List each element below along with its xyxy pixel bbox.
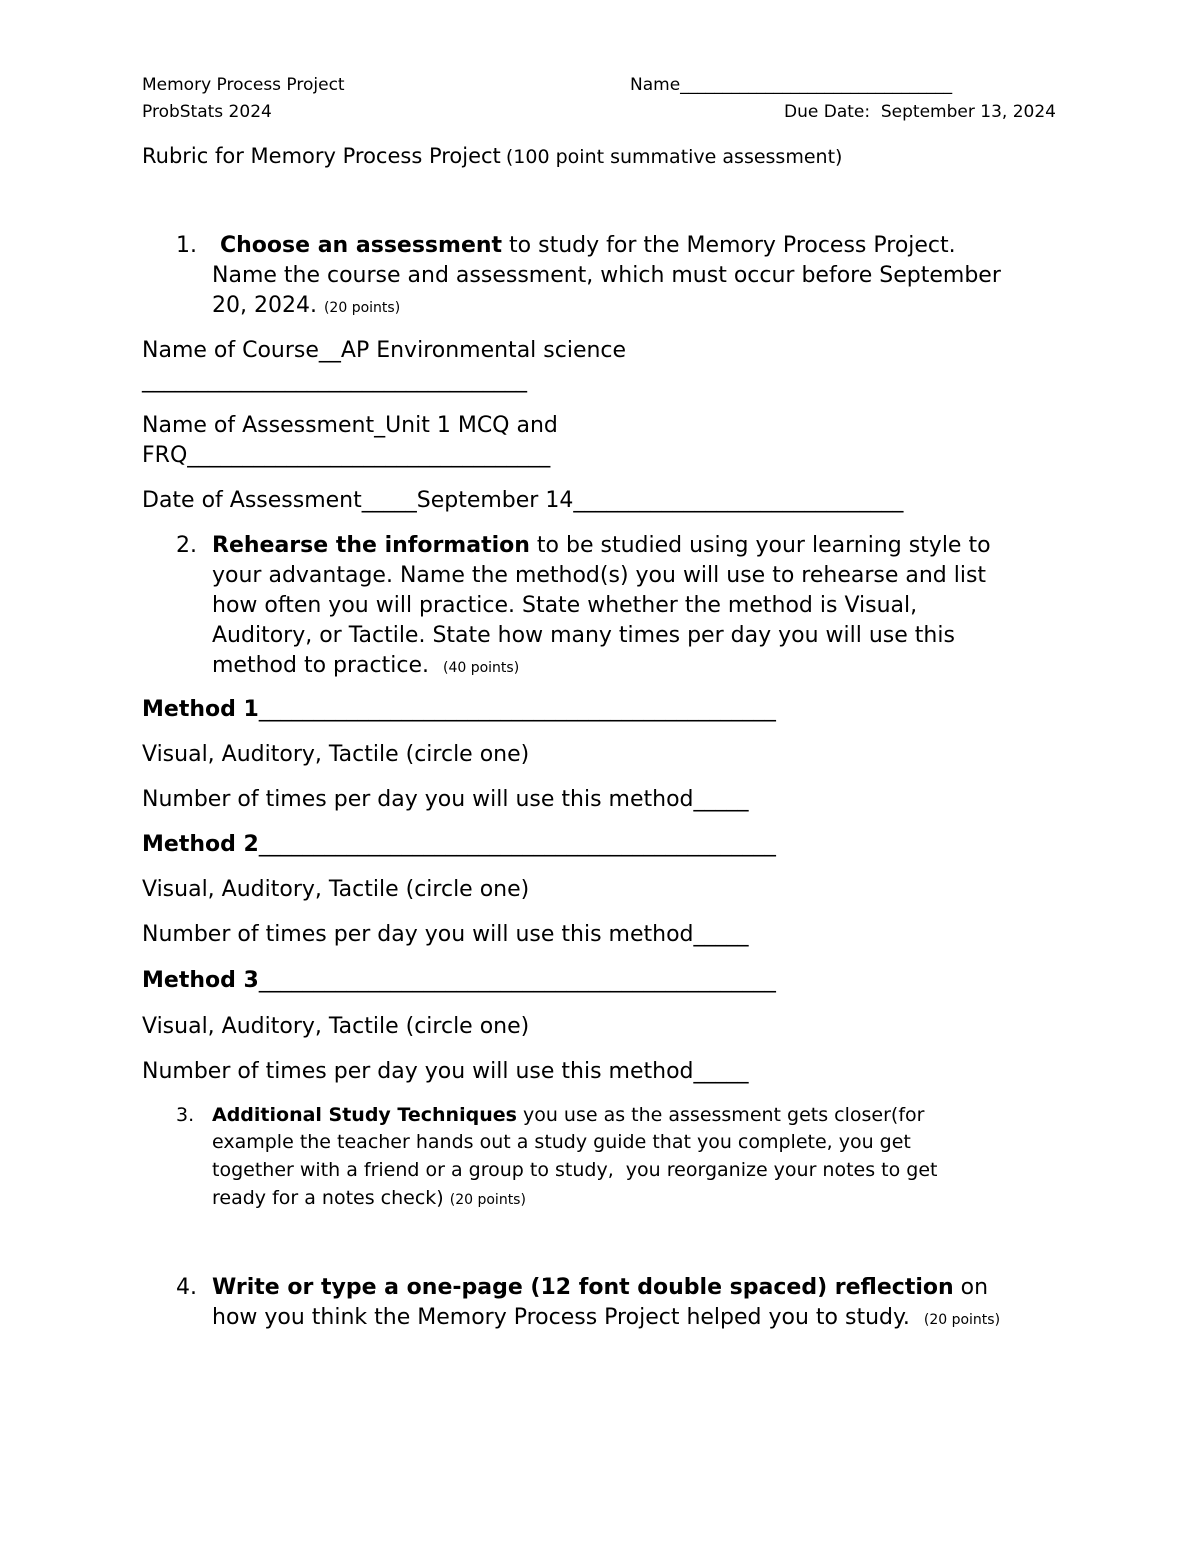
item2-line2: your advantage. Name the method(s) you will use to rehearse and list <box>212 563 987 588</box>
item2-line5 <box>212 653 519 678</box>
item3-line4 <box>212 1187 526 1209</box>
header-class: ProbStats 2024 <box>142 102 272 122</box>
header-due-date: Due Date: September 13, 2024 <box>784 102 1056 122</box>
item2-points: (40 points) <box>442 660 520 676</box>
course-field-line1: Name of Course__AP Environmental science <box>142 338 627 363</box>
item3-number: 3. <box>176 1104 195 1126</box>
item2-line3: how often you will practice. State whether the method is Visual, <box>212 593 918 618</box>
item1-bold: Choose an assessment <box>220 233 503 258</box>
method1-times: Number of times per day you will use this method_____ <box>142 787 749 812</box>
item3-line1 <box>212 1104 924 1126</box>
course-field-line2: ___________________________________ <box>142 368 527 393</box>
assessment-field-line2: FRQ_________________________________ <box>142 443 551 468</box>
item4-line2 <box>212 1305 1000 1330</box>
item4-line1 <box>212 1275 988 1300</box>
item3-line4-text: ready for a notes check) <box>212 1187 444 1209</box>
item2-line4: Auditory, or Tactile. State how many times per day you will use this <box>212 623 955 648</box>
date-field: Date of Assessment_____September 14______________________________ <box>142 488 904 513</box>
method3-row <box>142 968 776 993</box>
method1-line: _______________________________________________ <box>258 697 776 722</box>
item2-line1-rest: to be studied using your learning style to <box>529 533 991 558</box>
method3-times: Number of times per day you will use this method_____ <box>142 1059 749 1084</box>
method2-line: _______________________________________________ <box>258 832 776 857</box>
method2-times: Number of times per day you will use this method_____ <box>142 922 749 947</box>
method2-options: Visual, Auditory, Tactile (circle one) <box>142 877 530 902</box>
header-project: Memory Process Project <box>142 75 345 95</box>
method3-line: _______________________________________________ <box>258 968 776 993</box>
item1-number: 1. <box>176 233 197 258</box>
method1-options: Visual, Auditory, Tactile (circle one) <box>142 742 530 767</box>
method1-label: Method 1 <box>142 697 259 722</box>
item2-line5-text: method to practice. <box>212 653 429 678</box>
method2-label: Method 2 <box>142 832 259 857</box>
item4-bold: Write or type a one-page (12 font double spaced) reflection <box>212 1275 954 1300</box>
assessment-field-line1: Name of Assessment_Unit 1 MCQ and <box>142 413 558 438</box>
method2-row <box>142 832 776 857</box>
item1-line3-text: 20, 2024. <box>212 293 317 318</box>
item3-line2: example the teacher hands out a study guide that you complete, you get <box>212 1131 911 1153</box>
item2-number: 2. <box>176 533 197 558</box>
item1-line1 <box>220 233 956 258</box>
header-name-field: Name________________________________ <box>630 75 953 95</box>
method1-row <box>142 697 776 722</box>
item4-line1-rest: on <box>953 1275 989 1300</box>
method3-label: Method 3 <box>142 968 259 993</box>
item3-line1-rest: you use as the assessment gets closer(for <box>516 1104 925 1126</box>
item3-line3: together with a friend or a group to study, you reorganize your notes to get <box>212 1159 938 1181</box>
item4-points: (20 points) <box>923 1312 1001 1328</box>
item3-bold: Additional Study Techniques <box>212 1104 517 1126</box>
item2-line1 <box>212 533 991 558</box>
item1-line1-rest: to study for the Memory Process Project. <box>502 233 956 258</box>
item3-points: (20 points) <box>449 1192 526 1208</box>
item4-line2-text: how you think the Memory Process Project helped you to study. <box>212 1305 910 1330</box>
item1-points: (20 points) <box>323 300 401 316</box>
method3-options: Visual, Auditory, Tactile (circle one) <box>142 1014 530 1039</box>
title-main: Rubric for Memory Process Project <box>142 144 501 168</box>
page-title <box>142 144 842 168</box>
item2-bold: Rehearse the information <box>212 533 530 558</box>
item1-line2: Name the course and assessment, which must occur before September <box>212 263 1001 288</box>
title-sub: (100 point summative assessment) <box>505 146 843 168</box>
item1-line3 <box>212 293 400 318</box>
item4-number: 4. <box>176 1275 197 1300</box>
